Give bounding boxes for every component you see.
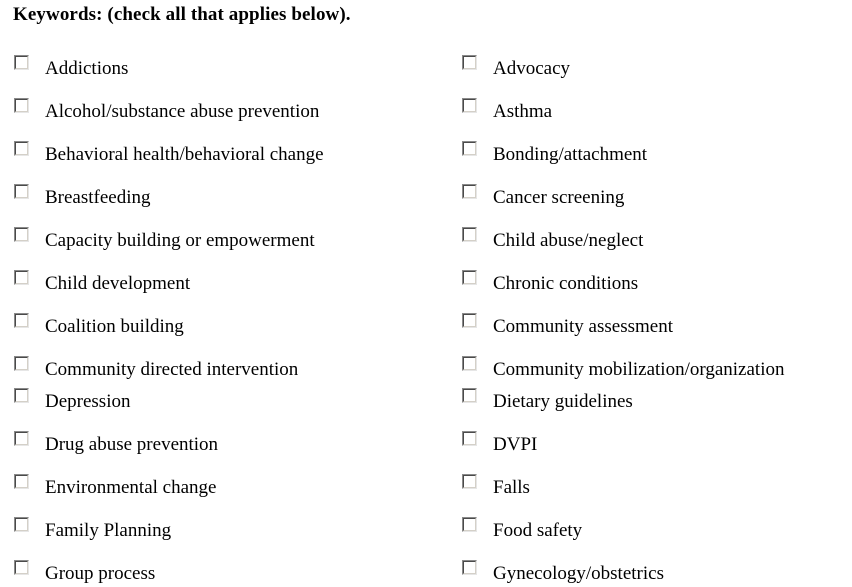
keyword-label: Food safety [493, 520, 583, 541]
keyword-label: Addictions [45, 58, 129, 79]
keyword-checkbox[interactable] [462, 270, 477, 285]
keyword-checkbox[interactable] [14, 98, 29, 113]
keyword-label: Community directed intervention [45, 359, 299, 380]
keyword-label: DVPI [493, 434, 538, 455]
keyword-checkbox[interactable] [14, 560, 29, 575]
keyword-checkbox[interactable] [462, 474, 477, 489]
keyword-checkbox[interactable] [14, 388, 29, 403]
keyword-checkbox[interactable] [462, 517, 477, 532]
keyword-checkbox[interactable] [462, 98, 477, 113]
keyword-checkbox[interactable] [462, 55, 477, 70]
keyword-label: Community mobilization/organization [493, 359, 785, 380]
keyword-label: Alcohol/substance abuse prevention [45, 101, 320, 122]
keyword-checkbox[interactable] [462, 388, 477, 403]
keyword-label: Falls [493, 477, 530, 498]
keyword-checkbox[interactable] [14, 184, 29, 199]
keyword-checkbox[interactable] [462, 227, 477, 242]
keyword-checkbox[interactable] [14, 313, 29, 328]
keyword-checkbox[interactable] [14, 474, 29, 489]
keyword-checkbox[interactable] [14, 55, 29, 70]
keyword-checkbox[interactable] [462, 431, 477, 446]
keyword-label: Asthma [493, 101, 553, 122]
keyword-checkbox[interactable] [462, 560, 477, 575]
keyword-checkbox[interactable] [462, 184, 477, 199]
keyword-label: Group process [45, 563, 156, 584]
keyword-label: Behavioral health/behavioral change [45, 144, 324, 165]
keyword-label: Cancer screening [493, 187, 625, 208]
keyword-label: Coalition building [45, 316, 184, 337]
keyword-label: Drug abuse prevention [45, 434, 219, 455]
keyword-checkbox[interactable] [462, 313, 477, 328]
keyword-label: Capacity building or empowerment [45, 230, 315, 251]
keyword-label: Family Planning [45, 520, 172, 541]
keyword-checkbox[interactable] [14, 356, 29, 371]
keyword-label: Chronic conditions [493, 273, 639, 294]
keyword-label: Community assessment [493, 316, 673, 337]
keyword-label: Depression [45, 391, 131, 412]
keyword-label: Bonding/attachment [493, 144, 648, 165]
keyword-label: Breastfeeding [45, 187, 151, 208]
keyword-checkbox[interactable] [462, 141, 477, 156]
keyword-label: Advocacy [493, 58, 571, 79]
keyword-label: Dietary guidelines [493, 391, 633, 412]
keyword-label: Child development [45, 273, 191, 294]
keywords-heading: Keywords: (check all that applies below). [13, 4, 351, 25]
keyword-checkbox[interactable] [14, 227, 29, 242]
keyword-label: Environmental change [45, 477, 217, 498]
keyword-checkbox[interactable] [14, 141, 29, 156]
keyword-label: Child abuse/neglect [493, 230, 644, 251]
keyword-label: Gynecology/obstetrics [493, 563, 664, 584]
keyword-checkbox[interactable] [14, 517, 29, 532]
keyword-checkbox[interactable] [14, 431, 29, 446]
keyword-checkbox[interactable] [462, 356, 477, 371]
keyword-checkbox[interactable] [14, 270, 29, 285]
